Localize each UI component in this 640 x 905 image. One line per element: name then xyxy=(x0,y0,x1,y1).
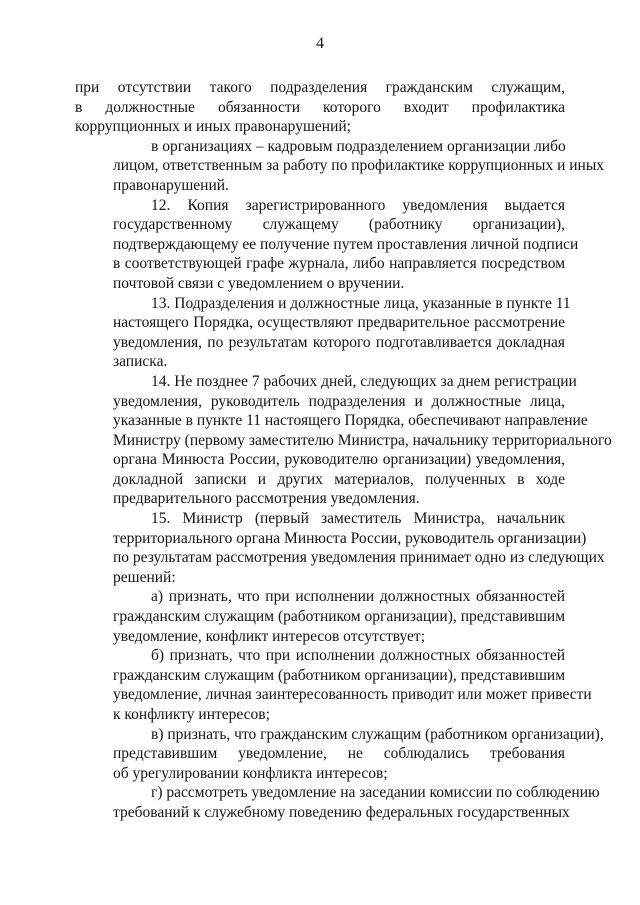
text-line: к конфликту интересов; xyxy=(113,706,270,723)
text-line: почтовой связи с уведомлением о вручении. xyxy=(113,274,405,292)
text-line: представившим уведомление, не соблюдались требования xyxy=(113,745,565,763)
text-line: правонарушений. xyxy=(113,176,229,194)
text-line: 15. Министр (первый заместитель Министра, начальник xyxy=(151,510,565,528)
text-line: при отсутствии такого подразделения гражданским служащим, xyxy=(75,79,565,96)
document-body xyxy=(75,78,612,823)
text-line: об урегулировании конфликта интересов; xyxy=(113,764,388,782)
text-line: уведомление, конфликт интересов отсутствует; xyxy=(113,627,426,645)
text-line: лицом, ответственным за работу по профилактике коррупционных и иных xyxy=(113,157,604,175)
text-line: в) признать, что гражданским служащим (работником организации), xyxy=(151,725,604,743)
paragraph-p9 xyxy=(75,725,604,784)
text-line: а) признать, что при исполнении должностных обязанностей xyxy=(151,588,565,606)
text-line: гражданским служащим (работником организации), представившим xyxy=(113,666,565,684)
text-line: записка. xyxy=(113,353,168,371)
text-line: уведомления, руководитель подразделения и должностные лица, xyxy=(113,392,565,410)
paragraph-p10 xyxy=(75,783,600,822)
text-line: подтверждающему ее получение путем проставления личной подписи xyxy=(113,235,579,253)
page-number: 4 xyxy=(316,35,324,52)
paragraph-p6 xyxy=(75,509,605,587)
text-line: 12. Копия зарегистрированного уведомления выдается xyxy=(151,196,565,214)
paragraph-p8 xyxy=(75,646,592,724)
text-line: предварительного рассмотрения уведомления. xyxy=(113,490,420,508)
paragraph-p2 xyxy=(75,137,604,196)
text-line: указанные в пункте 11 настоящего Порядка, обеспечивают направление xyxy=(113,412,588,430)
text-line: 13. Подразделения и должностные лица, указанные в пункте 11 xyxy=(151,294,571,312)
paragraph-p4 xyxy=(75,294,571,372)
text-line: в соответствующей графе журнала, либо направляется посредством xyxy=(113,255,565,273)
text-line: требований к служебному поведению федеральных государственных xyxy=(113,803,570,821)
paragraph-p5 xyxy=(75,372,612,509)
text-line: настоящего Порядка, осуществляют предварительное рассмотрение xyxy=(113,314,565,332)
text-line: органа Минюста России, руководителю организации) уведомления, xyxy=(113,451,565,469)
text-line: решений: xyxy=(113,568,176,586)
text-line: г) рассмотреть уведомление на заседании комиссии по соблюдению xyxy=(151,784,600,802)
text-line: государственному служащему (работнику организации), xyxy=(113,216,565,234)
paragraph-p3 xyxy=(75,196,579,294)
paragraph-p7 xyxy=(75,587,565,646)
text-line: гражданским служащим (работником организации), представившим xyxy=(113,608,565,626)
text-line: уведомление, личная заинтересованность приводит или может привести xyxy=(113,686,592,704)
paragraph-p1 xyxy=(75,78,565,137)
text-line: уведомления, по результатам которого подготавливается докладная xyxy=(113,333,565,351)
text-line: докладной записки и других материалов, полученных в ходе xyxy=(113,470,565,488)
text-line: 14. Не позднее 7 рабочих дней, следующих за днем регистрации xyxy=(151,372,577,390)
text-line: б) признать, что при исполнении должностных обязанностей xyxy=(151,647,565,665)
text-line: в должностные обязанности которого входит профилактика xyxy=(75,98,565,116)
text-line: территориального органа Минюста России, руководитель организации) xyxy=(113,529,587,547)
text-line: Министру (первому заместителю Министра, начальнику территориального xyxy=(113,431,612,449)
text-line: в организациях – кадровым подразделением организации либо xyxy=(151,137,566,155)
text-line: коррупционных и иных правонарушений; xyxy=(75,118,351,136)
text-line: по результатам рассмотрения уведомления принимает одно из следующих xyxy=(113,549,605,567)
